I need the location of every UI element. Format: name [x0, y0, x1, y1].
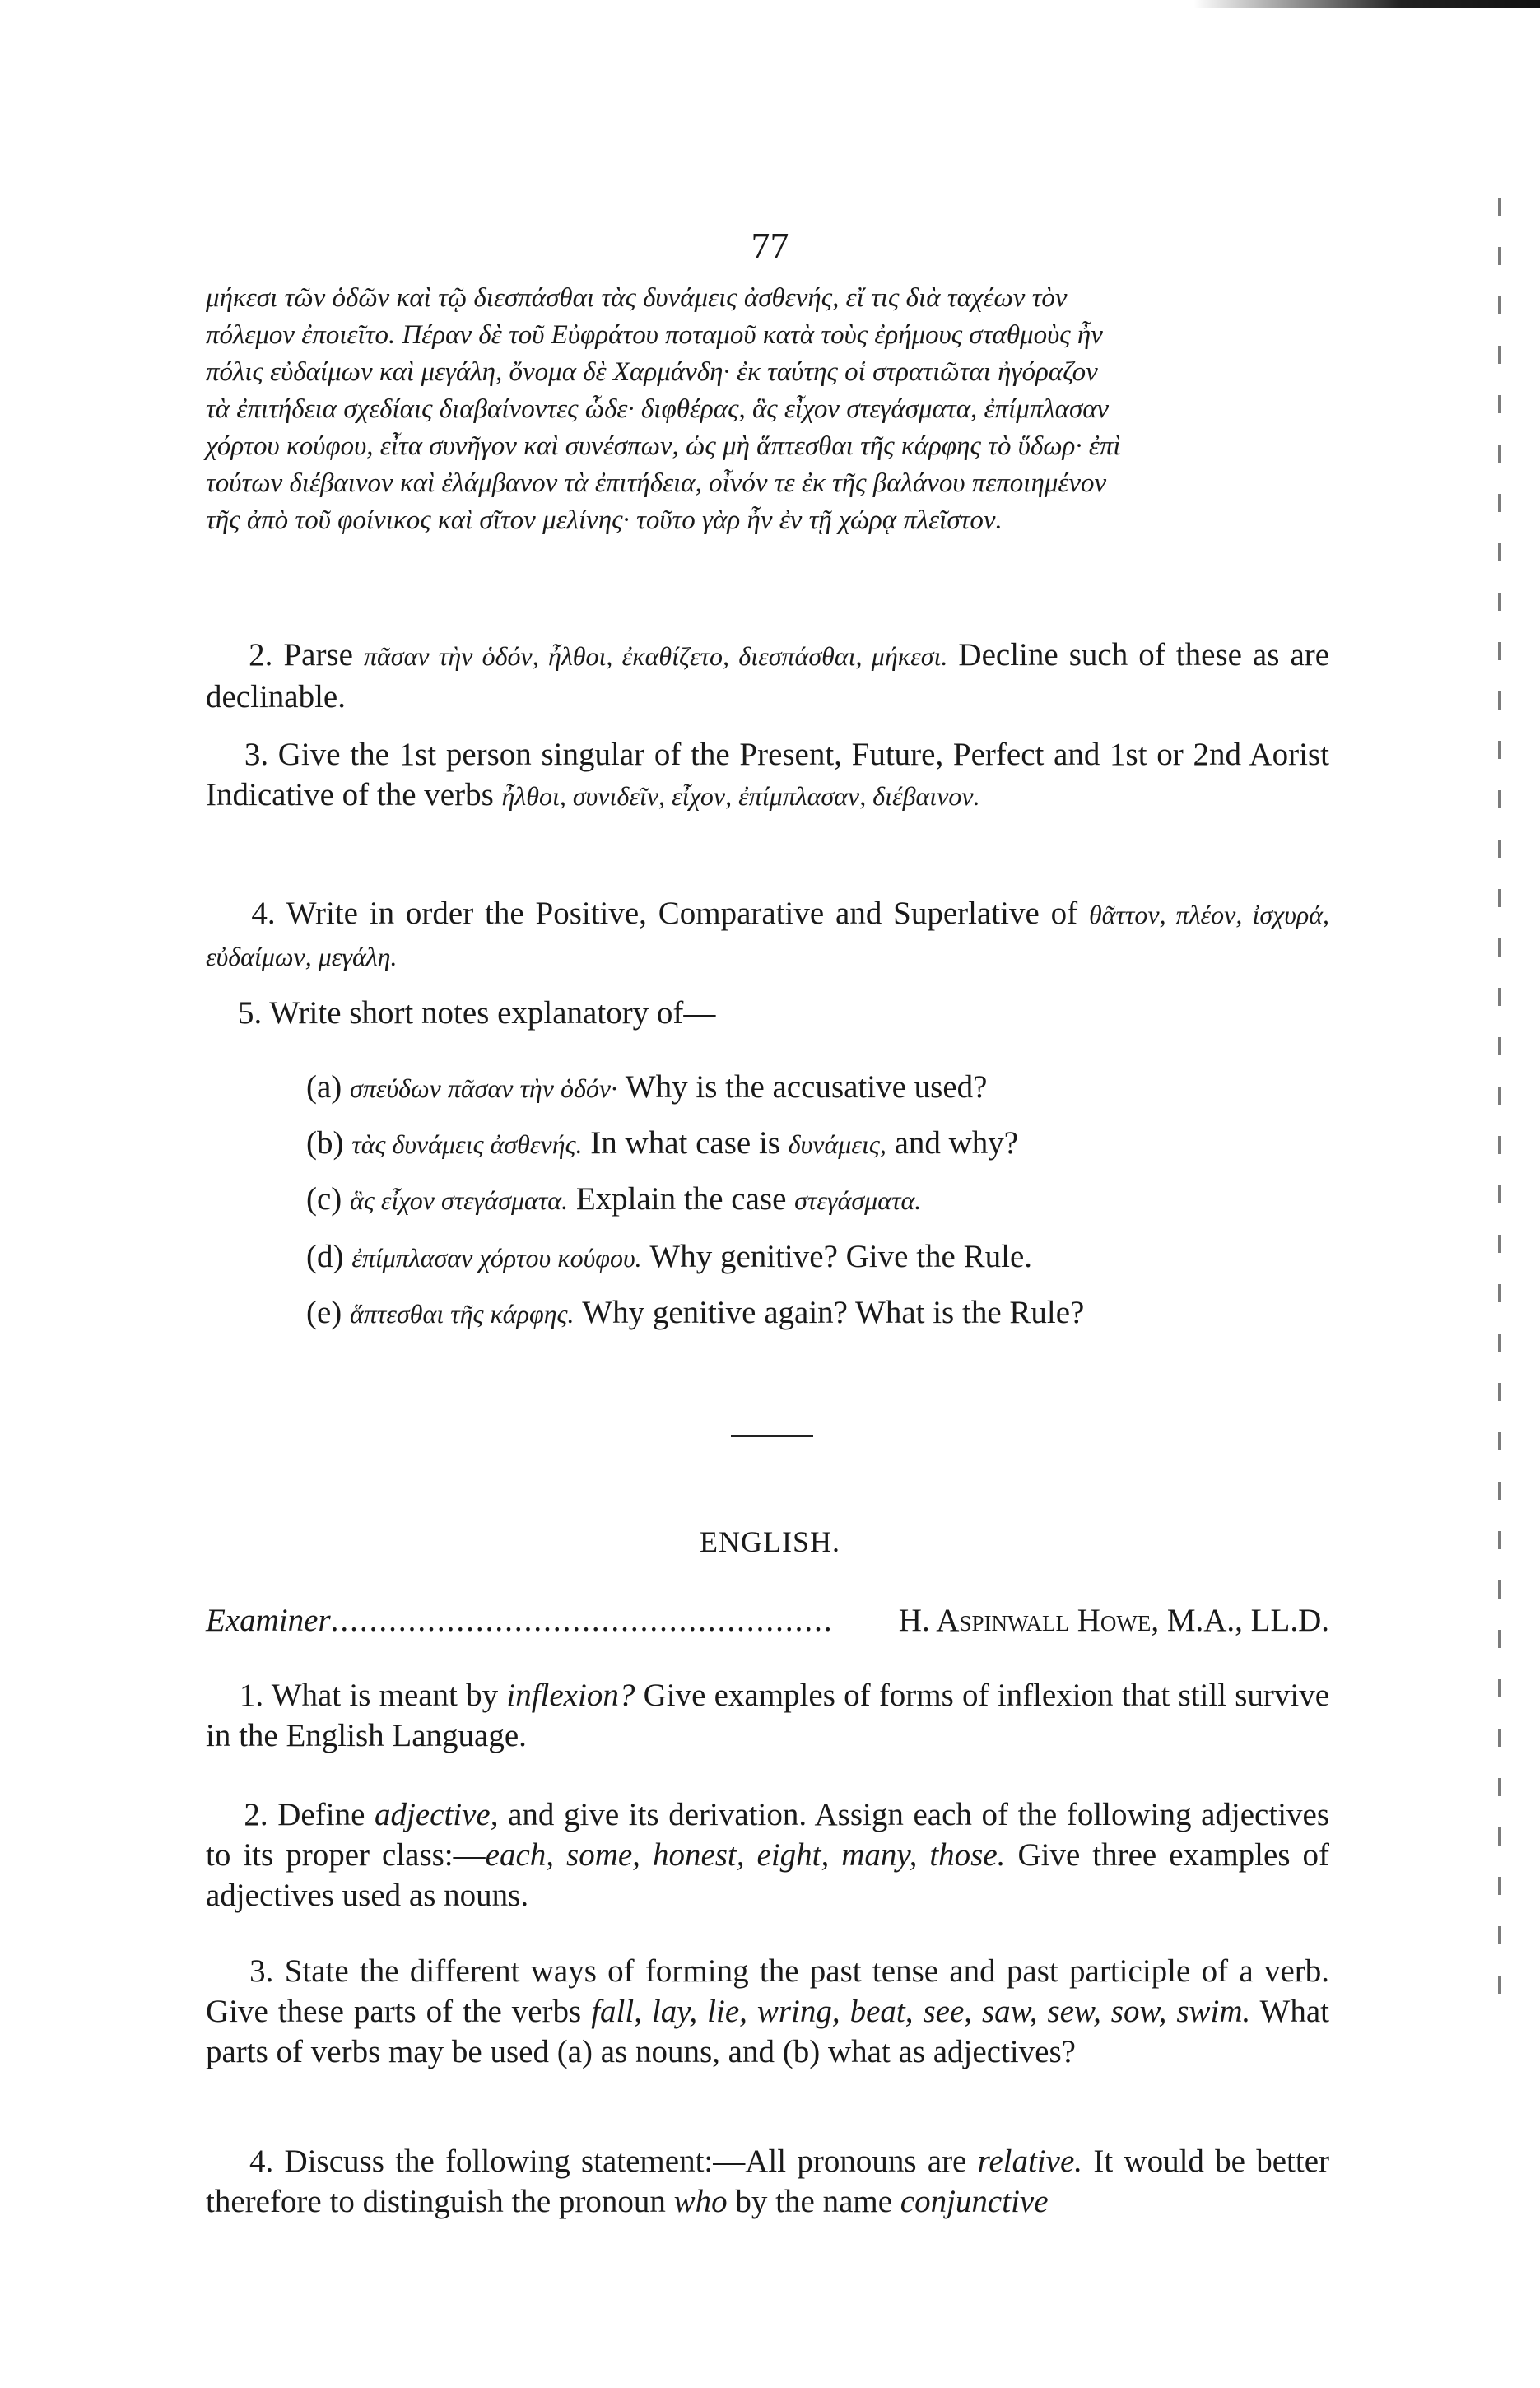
- page-number: 77: [751, 225, 789, 267]
- question-number: 2.: [249, 637, 273, 673]
- question-text: Give examples of forms of inflexion that still survive in the English Language.: [206, 1678, 1330, 1753]
- greek-words: τὰς δυνάμεις ἀσθενής.: [351, 1129, 583, 1159]
- emphasis: adjective,: [374, 1797, 499, 1832]
- question-text: Parse: [283, 637, 353, 673]
- greek-words: ἦλθοι, συνιδεῖν, εἶχον, ἐπίμπλασαν, διέβαινον.: [501, 781, 980, 811]
- sub-label: (a): [306, 1069, 342, 1105]
- sub-label: (d): [306, 1239, 344, 1274]
- greek-words: στεγάσματα.: [794, 1185, 922, 1215]
- greek-words: πᾶσαν τὴν ὁδόν, ἦλθοι, ἐκαθίζετο, διεσπάσθαι, μήκεσι.: [363, 641, 948, 671]
- question-text: What is meant by: [271, 1678, 499, 1713]
- english-question-1: [206, 1675, 1329, 1756]
- question-text: It would be better therefore to distinguish the pronoun: [206, 2144, 1330, 2219]
- section-divider: [731, 1435, 813, 1437]
- question-text: Define: [277, 1797, 365, 1832]
- sub-label: (b): [306, 1125, 344, 1161]
- greek-question-5: [206, 993, 1329, 1033]
- question-number: 4.: [249, 2144, 274, 2179]
- question-text: Decline such of these as are declinable.: [206, 637, 1330, 715]
- scan-edge-right: [1498, 198, 1501, 2009]
- question-text: Write short notes explanatory of—: [269, 995, 716, 1031]
- english-question-2: [206, 1794, 1329, 1916]
- question-number: 1.: [239, 1678, 264, 1713]
- examiner-label: Examiner: [206, 1603, 331, 1638]
- sub-question-d: [306, 1236, 1327, 1278]
- greek-words: ἐπίμπλασαν χόρτου κούφου.: [351, 1243, 642, 1273]
- emphasis: conjunctive: [900, 2184, 1049, 2219]
- greek-line: χόρτου κούφου, εἶτα συνῆγον καὶ συνέσπων, ὡς μὴ ἅπτεσθαι τῆς κάρφης τὸ ὕδωρ· ἐπὶ: [206, 431, 1121, 461]
- greek-line: τῆς ἀπὸ τοῦ φοίνικος καὶ σῖτον μελίνης· τοῦτο γὰρ ἦν ἐν τῇ χώρᾳ πλεῖστον.: [206, 505, 1003, 535]
- question-text: and give its derivation. Assign each of the following adjectives to its proper class:—: [206, 1797, 1330, 1873]
- sub-text: and why?: [894, 1125, 1019, 1161]
- question-text: Discuss the following statement:—All pronouns are: [284, 2144, 967, 2179]
- sub-text: In what case is: [590, 1125, 780, 1161]
- sub-question-b: [306, 1123, 1327, 1165]
- sub-label: (c): [306, 1181, 342, 1217]
- greek-line: μήκεσι τῶν ὁδῶν καὶ τῷ διεσπάσθαι τὰς δυνάμεις ἀσθενής, εἴ τις διὰ ταχέων τὸν: [206, 283, 1068, 313]
- greek-question-2: [206, 635, 1329, 717]
- question-text: What parts of verbs may be used (a) as nouns, and (b) what as adjectives?: [206, 1994, 1330, 2069]
- question-text: Give three examples of adjectives used as nouns.: [206, 1837, 1329, 1913]
- question-number: 3.: [244, 737, 269, 772]
- greek-question-3: [206, 734, 1329, 817]
- examiner-line: [206, 1602, 1329, 1639]
- greek-words: σπεύδων πᾶσαν τὴν ὁδόν·: [350, 1073, 618, 1103]
- sub-text: Why is the accusative used?: [625, 1069, 988, 1105]
- sub-question-c: [306, 1179, 1327, 1221]
- sub-label: (e): [306, 1295, 342, 1330]
- emphasis: relative.: [977, 2144, 1083, 2179]
- greek-passage: [206, 280, 1325, 539]
- sub-text: Why genitive again? What is the Rule?: [582, 1295, 1085, 1330]
- emphasis: each, some, honest, eight, many, those.: [485, 1837, 1006, 1873]
- scan-edge-top: [1193, 0, 1540, 8]
- greek-question-4: [206, 893, 1329, 977]
- greek-words: θᾶττον, πλέον, ἰσχυρά, εὐδαίμων, μεγάλη.: [206, 900, 1330, 971]
- greek-line: τούτων διέβαινον καὶ ἐλάμβανον τὰ ἐπιτήδεια, οἶνόν τε ἐκ τῆς βαλάνου πεποιημένον: [206, 468, 1107, 498]
- question-number: 3.: [249, 1953, 274, 1989]
- english-question-4: [206, 2141, 1329, 2222]
- english-question-3: [206, 1951, 1329, 2072]
- question-number: 2.: [244, 1797, 268, 1832]
- greek-words: δυνάμεις,: [788, 1129, 886, 1159]
- greek-words: ἃς εἶχον στεγάσματα.: [350, 1185, 569, 1215]
- question-number: 5.: [238, 995, 263, 1031]
- greek-line: πόλις εὐδαίμων καὶ μεγάλη, ὄνομα δὲ Χαρμάνδη· ἐκ ταύτης οἱ στρατιῶται ἠγόραζον: [206, 357, 1098, 387]
- sub-question-e: [306, 1292, 1327, 1334]
- emphasis: fall, lay, lie, wring, beat, see, saw, sew, sow, swim.: [591, 1994, 1251, 2029]
- sub-text: Why genitive? Give the Rule.: [649, 1239, 1033, 1274]
- leader-dots: ....................................................: [330, 1603, 834, 1638]
- question-text: Write in order the Positive, Comparative and Superlative of: [286, 896, 1078, 931]
- question-number: 4.: [251, 896, 276, 931]
- question-text: by the name: [735, 2184, 893, 2219]
- emphasis: who: [673, 2184, 728, 2219]
- section-title: ENGLISH.: [700, 1525, 840, 1558]
- sub-question-a: [306, 1067, 1327, 1109]
- examiner-name: H. Aspinwall Howe, M.A., LL.D.: [898, 1603, 1329, 1638]
- greek-words: ἅπτεσθαι τῆς κάρφης.: [350, 1299, 575, 1329]
- emphasis: inflexion?: [506, 1678, 635, 1713]
- question-text: State the different ways of forming the past tense and past participle of a verb. Give these parts of the verbs: [206, 1953, 1330, 2029]
- question-text: Give the 1st person singular of the Present, Future, Perfect and 1st or 2nd Aorist Indicative of the verbs: [206, 737, 1330, 812]
- greek-line: τὰ ἐπιτήδεια σχεδίαις διαβαίνοντες ὧδε· διφθέρας, ἃς εἶχον στεγάσματα, ἐπίμπλασαν: [206, 394, 1110, 424]
- greek-line: πόλεμον ἐποιεῖτο. Πέραν δὲ τοῦ Εὐφράτου ποταμοῦ κατὰ τοὺς ἐρήμους σταθμοὺς ἦν: [206, 320, 1103, 350]
- sub-text: Explain the case: [575, 1181, 787, 1217]
